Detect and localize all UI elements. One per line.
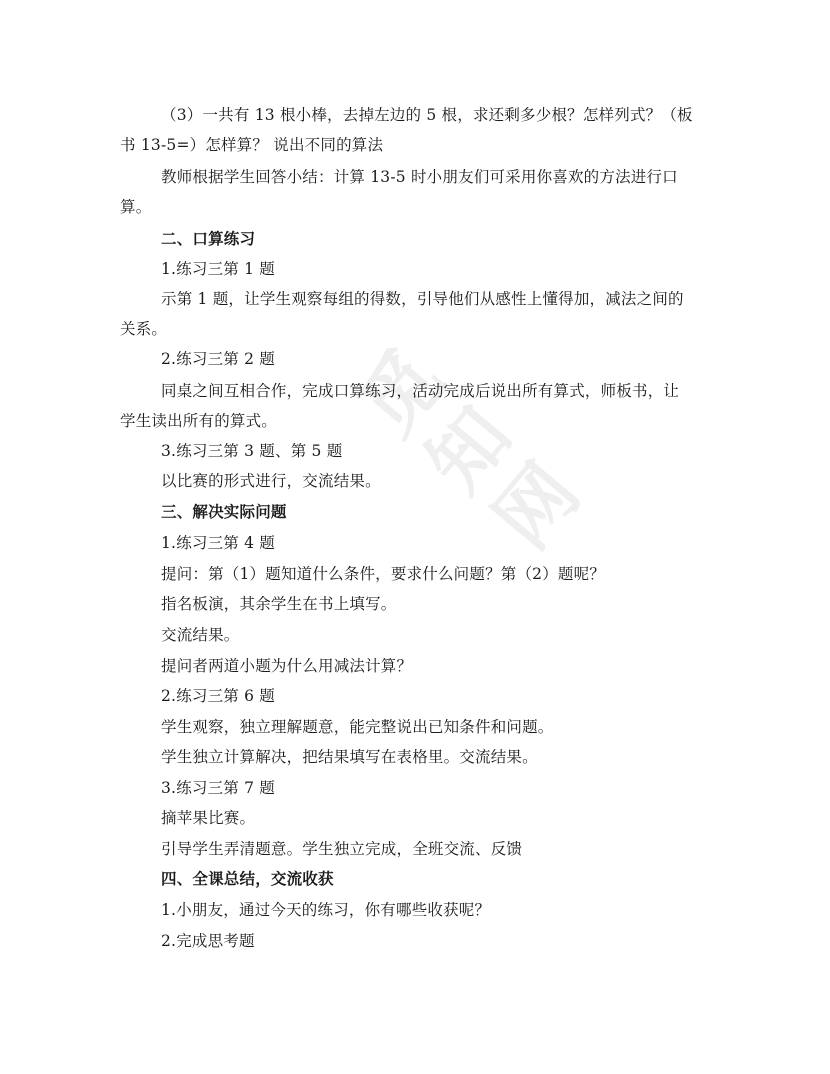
paragraph-line: 同桌之间互相合作，完成口算练习，活动完成后说出所有算式，师板书，让	[161, 382, 680, 400]
exercise-heading: 3.练习三第 3 题、第 5 题	[161, 442, 343, 460]
paragraph-line: 以比赛的形式进行，交流结果。	[161, 472, 381, 490]
exercise-heading: 1.练习三第 1 题	[161, 260, 276, 278]
paragraph-line: 关系。	[120, 320, 168, 338]
paragraph-line: 提问：第（1）题知道什么条件，要求什么问题？第（2）题呢？	[161, 565, 606, 583]
paragraph-line: 2.完成思考题	[161, 932, 255, 950]
watermark-char: 觅	[343, 334, 463, 453]
watermark-char: 网	[477, 447, 597, 566]
exercise-heading: 2.练习三第 2 题	[161, 350, 276, 368]
paragraph-line: 示第 1 题，让学生观察每组的得数，引导他们从感性上懂得加，减法之间的	[161, 290, 684, 308]
paragraph-line: 指名板演，其余学生在书上填写。	[161, 595, 397, 613]
paragraph-line: 摘苹果比赛。	[161, 809, 256, 827]
exercise-heading: 2.练习三第 6 题	[161, 687, 276, 705]
paragraph-line: 1.小朋友，通过今天的练习，你有哪些收获呢？	[161, 901, 491, 919]
paragraph-line: 学生观察，独立理解题意，能完整说出已知条件和问题。	[161, 718, 554, 736]
paragraph-line: 学生读出所有的算式。	[120, 412, 278, 430]
section-heading: 四、全课总结，交流收获	[161, 869, 334, 888]
section-heading: 二、口算练习	[161, 229, 256, 248]
paragraph-line: 学生独立计算解决，把结果填写在表格里。交流结果。	[161, 748, 538, 766]
paragraph-line: 引导学生弄清题意。学生独立完成，全班交流、反馈	[161, 840, 523, 858]
paragraph-line: 交流结果。	[161, 626, 240, 644]
paragraph-line: 教师根据学生回答小结：计算 13-5 时小朋友们可采用你喜欢的方法进行口	[161, 168, 678, 186]
watermark-char: 知	[410, 391, 530, 509]
paragraph-line: 提问者两道小题为什么用减法计算？	[161, 657, 413, 675]
paragraph-line: 算。	[120, 198, 152, 216]
exercise-heading: 3.练习三第 7 题	[161, 779, 276, 797]
section-heading: 三、解决实际问题	[161, 502, 287, 521]
paragraph-line: （3）一共有 13 根小棒，去掉左边的 5 根，求还剩多少根？怎样列式？（板	[161, 106, 693, 124]
exercise-heading: 1.练习三第 4 题	[161, 534, 276, 552]
paragraph-line: 书 13-5=）怎样算？ 说出不同的算法	[120, 136, 384, 154]
